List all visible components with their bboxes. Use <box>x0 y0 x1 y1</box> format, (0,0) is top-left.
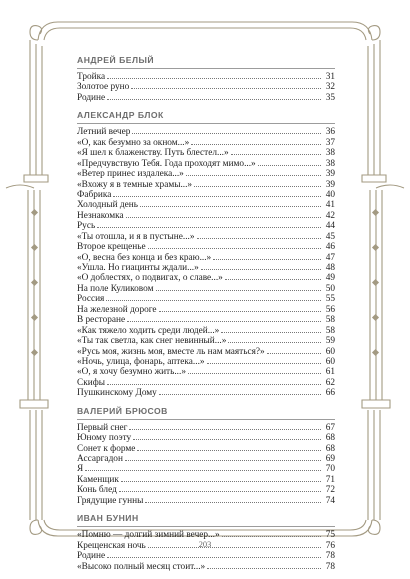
entry-page: 72 <box>325 485 335 496</box>
toc-entry[interactable] <box>77 273 335 283</box>
dot-leader <box>140 206 321 207</box>
dot-leader <box>137 450 321 451</box>
entry-page: 76 <box>325 540 335 551</box>
dot-leader <box>225 279 321 280</box>
entry-page: 70 <box>325 464 335 475</box>
toc-entry[interactable] <box>77 221 335 231</box>
dot-leader <box>148 248 321 249</box>
entry-page: 71 <box>325 474 335 485</box>
entry-page: 41 <box>325 200 335 211</box>
entry-title: «О, весна без конца и без краю...» <box>77 252 212 263</box>
entry-title: На поле Куликовом <box>77 283 154 294</box>
entry-title: Каменщик <box>77 474 119 485</box>
dot-leader <box>159 394 321 395</box>
entry-page: 47 <box>325 252 335 263</box>
dot-leader <box>97 227 321 228</box>
toc-entry[interactable] <box>77 562 335 572</box>
toc-entry[interactable] <box>77 284 335 294</box>
dot-leader <box>194 186 321 187</box>
entry-page: 66 <box>325 388 335 399</box>
entry-title: «Как тяжело ходить среди людей...» <box>77 325 220 336</box>
entry-title: Россия <box>77 294 105 305</box>
entry-title: Первый снег <box>77 422 128 433</box>
entry-title: Русь <box>77 221 96 232</box>
entry-page: 32 <box>325 82 335 93</box>
entry-page: 60 <box>325 346 335 357</box>
table-of-contents <box>77 55 335 579</box>
toc-entry[interactable] <box>77 169 335 179</box>
dot-leader <box>106 300 321 301</box>
dot-leader <box>121 481 321 482</box>
dot-leader <box>107 99 321 100</box>
dot-leader <box>126 217 321 218</box>
entry-page: 78 <box>325 561 335 572</box>
entry-title: «Предчувствую Тебя. Года проходят мимо...» <box>77 158 256 169</box>
entry-page: 75 <box>325 530 335 541</box>
entry-title: Ассаргадон <box>77 454 123 464</box>
entry-title: Пушкинскому Дому <box>77 388 157 399</box>
toc-entry[interactable] <box>77 336 335 346</box>
dot-leader <box>207 363 321 364</box>
dot-leader <box>207 568 321 569</box>
entry-title: «Помню — долгий зимний вечер...» <box>77 530 220 541</box>
entry-page: 39 <box>325 169 335 180</box>
toc-entry[interactable] <box>77 475 335 485</box>
toc-entry[interactable] <box>77 211 335 221</box>
entry-title: Тройка <box>77 72 106 82</box>
entry-page: 69 <box>325 454 335 464</box>
entry-title: «Высоко полный месяц стоит...» <box>77 561 206 572</box>
entry-title: Родине <box>77 551 106 562</box>
entry-page: 45 <box>325 231 335 242</box>
toc-entry[interactable] <box>77 305 335 315</box>
toc-entry[interactable] <box>77 464 335 474</box>
dot-leader <box>188 373 321 374</box>
dot-leader <box>125 460 321 461</box>
entry-title: «Ветер принес издалека...» <box>77 169 184 180</box>
toc-entry[interactable] <box>77 200 335 210</box>
dot-leader <box>191 144 321 145</box>
toc-entry[interactable] <box>77 388 335 398</box>
toc-entry[interactable] <box>77 72 335 82</box>
entry-page: 60 <box>325 356 335 367</box>
entry-page: 58 <box>325 325 335 336</box>
toc-entry[interactable] <box>77 496 335 506</box>
entry-page: 62 <box>325 377 335 388</box>
entry-page: 68 <box>325 443 335 454</box>
entry-page: 56 <box>325 304 335 315</box>
entry-title: «Ушла. Но гиацинты ждали...» <box>77 263 199 273</box>
dot-leader <box>197 238 321 239</box>
toc-entry[interactable] <box>77 423 335 433</box>
dot-leader <box>221 332 321 333</box>
entry-title: «Я шел к блаженству. Путь блестел...» <box>77 148 229 159</box>
dot-leader <box>231 154 321 155</box>
entry-page: 55 <box>325 294 335 305</box>
entry-title: Летний вечер <box>77 127 131 138</box>
entry-title: Крещенская ночь <box>77 540 146 551</box>
author-heading: ИВАН БУНИН <box>77 513 335 527</box>
entry-page: 48 <box>325 263 335 273</box>
toc-section <box>77 110 335 398</box>
toc-entry[interactable] <box>77 326 335 336</box>
toc-entry[interactable] <box>77 454 335 464</box>
toc-entry[interactable] <box>77 263 335 273</box>
entry-title: «Ты так светла, как снег невинный...» <box>77 336 227 347</box>
entry-title: «О, как безумно за окном...» <box>77 137 190 148</box>
entry-title: Холодный день <box>77 200 138 211</box>
entry-page: 58 <box>325 315 335 326</box>
entry-title: Второе крещенье <box>77 242 146 253</box>
entry-page: 42 <box>325 210 335 221</box>
toc-entry[interactable] <box>77 433 335 443</box>
entry-title: «О доблестях, о подвигах, о славе...» <box>77 273 223 284</box>
entry-title: «Русь моя, жизнь моя, вместе ль нам маяться?» <box>77 346 265 357</box>
dot-leader <box>222 536 321 537</box>
dot-leader <box>107 78 321 79</box>
entry-page: 38 <box>325 158 335 169</box>
toc-entry[interactable] <box>77 232 335 242</box>
toc-entry[interactable] <box>77 93 335 103</box>
toc-entry[interactable] <box>77 378 335 388</box>
dot-leader <box>186 175 321 176</box>
page-number: 203 <box>198 540 212 549</box>
entry-page: 61 <box>325 367 335 378</box>
toc-entry[interactable] <box>77 294 335 304</box>
author-heading: АЛЕКСАНДР БЛОК <box>77 110 335 124</box>
dot-leader <box>267 353 321 354</box>
toc-entry[interactable] <box>77 253 335 263</box>
entry-page: 67 <box>325 422 335 433</box>
entry-title: Я <box>77 464 84 475</box>
toc-entry[interactable] <box>77 190 335 200</box>
toc-entry[interactable] <box>77 148 335 158</box>
dot-leader <box>133 439 321 440</box>
entry-page: 59 <box>325 336 335 347</box>
entry-title: «О, я хочу безумно жить...» <box>77 367 186 378</box>
toc-entry[interactable] <box>77 367 335 377</box>
entry-title: Незнакомка <box>77 210 124 221</box>
dot-leader <box>159 311 321 312</box>
entry-page: 44 <box>325 221 335 232</box>
entry-page: 38 <box>325 148 335 159</box>
dot-leader <box>145 502 321 503</box>
entry-title: Юному поэту <box>77 433 132 444</box>
toc-entry[interactable] <box>77 357 335 367</box>
toc-entry[interactable] <box>77 315 335 325</box>
entry-page: 37 <box>325 137 335 148</box>
entry-title: Фабрика <box>77 189 112 200</box>
toc-entry[interactable] <box>77 138 335 148</box>
dot-leader <box>258 165 321 166</box>
toc-entry[interactable] <box>77 159 335 169</box>
dot-leader <box>107 384 321 385</box>
entry-page: 46 <box>325 242 335 253</box>
entry-title: Скифы <box>77 377 105 388</box>
entry-page: 35 <box>325 92 335 103</box>
toc-entry[interactable] <box>77 180 335 190</box>
entry-title: Грядущие гунны <box>77 495 144 506</box>
dot-leader <box>201 269 321 270</box>
entry-title: На железной дороге <box>77 304 157 315</box>
entry-title: Сонет к форме <box>77 443 136 454</box>
toc-entry[interactable] <box>77 347 335 357</box>
dot-leader <box>228 342 321 343</box>
entry-title: В ресторане <box>77 315 126 326</box>
entry-title: Родине <box>77 92 106 103</box>
entry-page: 31 <box>325 72 335 82</box>
entry-page: 36 <box>325 127 335 138</box>
entry-page: 39 <box>325 179 335 190</box>
entry-title: «Ночь, улица, фонарь, аптека...» <box>77 356 205 367</box>
dot-leader <box>113 196 321 197</box>
dot-leader <box>213 259 321 260</box>
dot-leader <box>85 470 321 471</box>
author-heading: ВАЛЕРИЙ БРЮСОВ <box>77 406 335 420</box>
entry-title: Конь блед <box>77 485 117 496</box>
toc-entry[interactable] <box>77 485 335 495</box>
entry-title: Золотое руно <box>77 82 130 93</box>
dot-leader <box>127 321 321 322</box>
entry-page: 40 <box>325 189 335 200</box>
toc-entry[interactable] <box>77 242 335 252</box>
entry-page: 74 <box>325 495 335 506</box>
author-heading: АНДРЕЙ БЕЛЫЙ <box>77 55 335 69</box>
entry-page: 50 <box>325 283 335 294</box>
entry-page: 49 <box>325 273 335 284</box>
toc-section <box>77 55 335 103</box>
entry-title: «Ты отошла, и я в пустыне...» <box>77 231 195 242</box>
toc-entry[interactable] <box>77 82 335 92</box>
toc-entry[interactable] <box>77 444 335 454</box>
dot-leader <box>131 88 321 89</box>
dot-leader <box>129 429 321 430</box>
toc-entry[interactable] <box>77 127 335 137</box>
toc-section <box>77 406 335 507</box>
entry-page: 68 <box>325 433 335 444</box>
dot-leader <box>107 557 321 558</box>
dot-leader <box>119 491 321 492</box>
dot-leader <box>156 290 322 291</box>
entry-page: 78 <box>325 551 335 562</box>
dot-leader <box>132 133 321 134</box>
entry-title: «Вхожу я в темные храмы...» <box>77 179 193 190</box>
